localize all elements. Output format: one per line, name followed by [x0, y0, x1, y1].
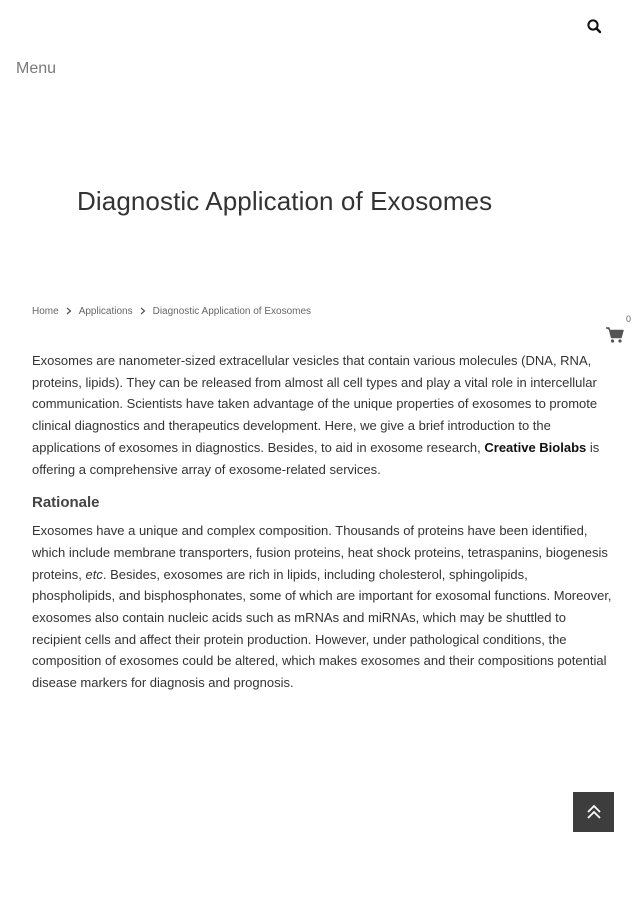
cart-count: 0 [626, 314, 632, 324]
double-chevron-up-icon [586, 804, 602, 820]
breadcrumb-applications-link[interactable]: Applications [78, 305, 133, 317]
rationale-italic: etc [85, 566, 103, 582]
rationale-heading: Rationale [32, 494, 100, 512]
page-title: Diagnostic Application of Exosomes [77, 186, 493, 216]
intro-text-end: is offering a comprehensive array of exosome-related services. [32, 439, 600, 477]
chevron-right-icon [133, 305, 153, 317]
rationale-text: Exosomes have a unique and complex composition. Thousands of proteins have been identified, which include membrane transporters, fusion proteins, heat shock proteins, tetraspanins, biogenesis proteins, [32, 523, 608, 582]
breadcrumb [32, 305, 311, 317]
brand-link[interactable]: Creative Biolabs [484, 439, 587, 455]
chevron-right-icon [59, 305, 79, 317]
intro-paragraph [32, 350, 612, 480]
article-content [32, 350, 612, 706]
back-to-top-button[interactable] [573, 792, 614, 832]
breadcrumb-current: Diagnostic Application of Exosomes [152, 305, 312, 317]
search-button[interactable] [584, 16, 606, 38]
rationale-text-end: . Besides, exosomes are rich in lipids, including cholesterol, sphingolipids, phospholipids, and bisphosphonates, some of which are important for exosomal functions. Moreover, exosomes also contain nucleic acids such as mRNAs and miRNAs, which may be shuttled to recipient cells and affect their protein production. However, under pathological conditions, the composition of exosomes could be altered, which makes exosomes and their compositions potential disease markers for diagnosis and prognosis. [32, 566, 612, 691]
rationale-paragraph [32, 520, 612, 694]
menu-toggle[interactable]: Menu [16, 60, 57, 77]
breadcrumb-home-link[interactable]: Home [32, 305, 59, 317]
search-icon [584, 16, 606, 38]
shopping-cart-icon [605, 326, 625, 344]
intro-text: Exosomes are nanometer-sized extracellular vesicles that contain various molecules (DNA, RNA, proteins, lipids). They can be released from almost all cell types and play a vital role in intercellular communication. Scientists have taken advantage of the unique properties of exosomes to promote clinical diagnostics and therapeutics development. Here, we give a brief introduction to the applications of exosomes in diagnostics. Besides, to aid in exosome research, [32, 353, 598, 455]
cart-button[interactable] [605, 314, 635, 350]
